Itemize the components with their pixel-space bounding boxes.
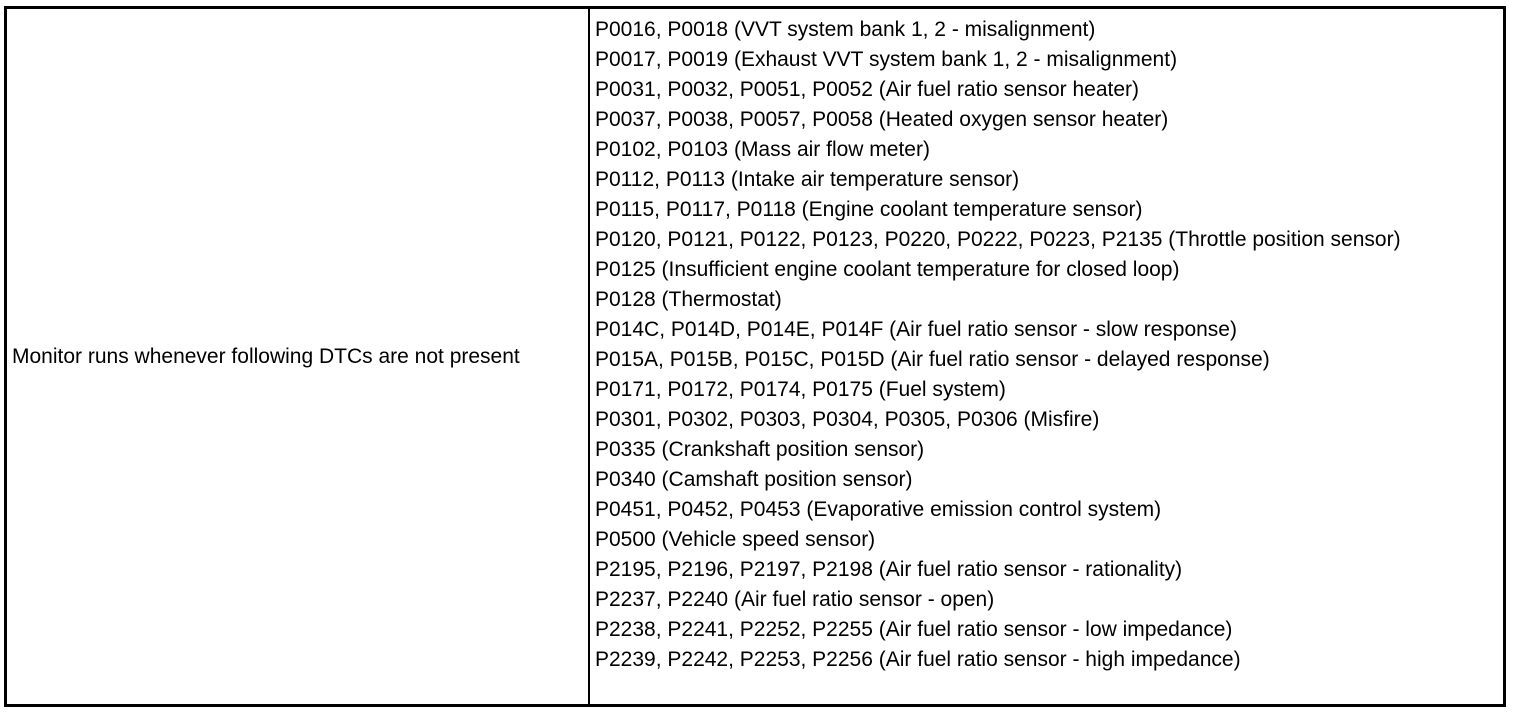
dtc-list-item: P0120, P0121, P0122, P0123, P0220, P0222, P0223, P2135 (Throttle position sensor) [595, 228, 1401, 251]
dtc-list-item: P2238, P2241, P2252, P2255 (Air fuel ratio sensor - low impedance) [595, 618, 1233, 641]
dtc-list-item: P0031, P0032, P0051, P0052 (Air fuel ratio sensor heater) [595, 78, 1140, 101]
dtc-list-item: P0115, P0117, P0118 (Engine coolant temperature sensor) [595, 198, 1143, 221]
dtc-list-item: P0340 (Camshaft position sensor) [595, 468, 913, 491]
dtc-list-item: P0112, P0113 (Intake air temperature sensor) [595, 168, 1020, 191]
dtc-list-item: P014C, P014D, P014E, P014F (Air fuel ratio sensor - slow response) [595, 318, 1237, 341]
condition-text: Monitor runs whenever following DTCs are not present [12, 344, 520, 368]
dtc-list-item: P0335 (Crankshaft position sensor) [595, 438, 925, 461]
dtc-list-item: P0301, P0302, P0303, P0304, P0305, P0306 (Misfire) [595, 408, 1100, 431]
dtc-list-item: P0171, P0172, P0174, P0175 (Fuel system) [595, 378, 1006, 401]
dtc-list-item: P0125 (Insufficient engine coolant temperature for closed loop) [595, 258, 1180, 281]
dtc-list-item: P0016, P0018 (VVT system bank 1, 2 - misalignment) [595, 18, 1096, 41]
dtc-list-item: P2237, P2240 (Air fuel ratio sensor - open) [595, 588, 995, 611]
dtc-list-item: P0128 (Thermostat) [595, 288, 782, 311]
dtc-list-item: P0102, P0103 (Mass air flow meter) [595, 138, 930, 161]
dtc-list-item: P0037, P0038, P0057, P0058 (Heated oxygen sensor heater) [595, 108, 1169, 131]
condition-cell [7, 9, 590, 704]
dtc-list-item: P2195, P2196, P2197, P2198 (Air fuel ratio sensor - rationality) [595, 558, 1183, 581]
dtc-list-item: P0500 (Vehicle speed sensor) [595, 528, 876, 551]
dtc-list-item: P0017, P0019 (Exhaust VVT system bank 1, 2 - misalignment) [595, 48, 1178, 71]
dtc-condition-table [4, 6, 1506, 707]
dtc-list-item: P015A, P015B, P015C, P015D (Air fuel ratio sensor - delayed response) [595, 348, 1270, 371]
dtc-list-item: P0451, P0452, P0453 (Evaporative emission control system) [595, 498, 1162, 521]
dtc-list-cell [590, 9, 1503, 704]
dtc-list-item: P2239, P2242, P2253, P2256 (Air fuel ratio sensor - high impedance) [595, 648, 1241, 671]
